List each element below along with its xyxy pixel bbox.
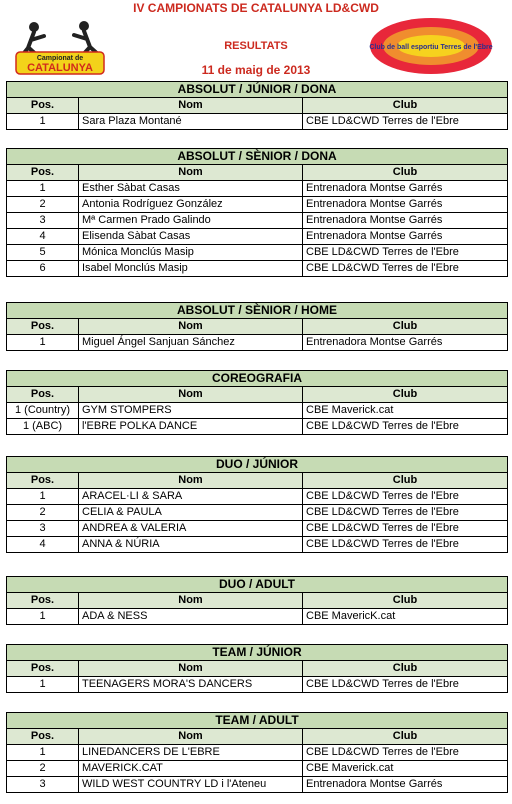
column-header-pos: Pos. — [7, 729, 79, 745]
column-header-nom: Nom — [79, 729, 303, 745]
name-cell: TEENAGERS MORA'S DANCERS — [79, 677, 303, 693]
results-section — [6, 712, 507, 793]
club-cell: Entrenadora Montse Garrés — [303, 777, 508, 793]
name-cell: l'EBRE POLKA DANCE — [79, 419, 303, 435]
table-row — [7, 229, 508, 245]
document-title: IV CAMPIONATS DE CATALUNYA LD&CWD — [133, 1, 379, 15]
section-title: ABSOLUT / SÈNIOR / DONA — [7, 149, 508, 165]
name-cell: Elisenda Sàbat Casas — [79, 229, 303, 245]
name-cell: LINEDANCERS DE L'EBRE — [79, 745, 303, 761]
name-cell: ADA & NESS — [79, 609, 303, 625]
results-table — [6, 148, 508, 277]
name-cell: ANDREA & VALERIA — [79, 521, 303, 537]
section-title: TEAM / JÚNIOR — [7, 645, 508, 661]
column-header-pos: Pos. — [7, 319, 79, 335]
column-header-pos: Pos. — [7, 165, 79, 181]
table-row — [7, 677, 508, 693]
section-title-row — [7, 713, 508, 729]
document-date: 11 de maig de 2013 — [201, 63, 311, 77]
column-header-nom: Nom — [79, 473, 303, 489]
club-cell: CBE LD&CWD Terres de l'Ebre — [303, 419, 508, 435]
column-header-club: Club — [303, 593, 508, 609]
page-header — [0, 0, 512, 80]
position-cell: 1 — [7, 114, 79, 130]
position-cell: 6 — [7, 261, 79, 277]
name-cell: ANNA & NÚRIA — [79, 537, 303, 553]
column-header-nom: Nom — [79, 319, 303, 335]
section-title: ABSOLUT / JÚNIOR / DONA — [7, 82, 508, 98]
section-title-row — [7, 645, 508, 661]
results-table — [6, 302, 508, 351]
column-header-nom: Nom — [79, 387, 303, 403]
position-cell: 4 — [7, 537, 79, 553]
position-cell: 4 — [7, 229, 79, 245]
table-row — [7, 777, 508, 793]
column-header-row — [7, 473, 508, 489]
results-table — [6, 576, 508, 625]
name-cell: Sara Plaza Montané — [79, 114, 303, 130]
position-cell: 2 — [7, 197, 79, 213]
section-title-row — [7, 371, 508, 387]
table-row — [7, 335, 508, 351]
table-row — [7, 537, 508, 553]
position-cell: 1 — [7, 489, 79, 505]
column-header-club: Club — [303, 165, 508, 181]
club-cell: CBE LD&CWD Terres de l'Ebre — [303, 114, 508, 130]
results-section — [6, 370, 507, 435]
logo-left-line-1: Campionat de — [36, 55, 84, 62]
position-cell: 1 (Country) — [7, 403, 79, 419]
column-header-pos: Pos. — [7, 473, 79, 489]
results-section — [6, 576, 507, 625]
results-section — [6, 148, 507, 277]
name-cell: Miguel Ángel Sanjuan Sánchez — [79, 335, 303, 351]
position-cell: 1 — [7, 335, 79, 351]
name-cell: Mª Carmen Prado Galindo — [79, 213, 303, 229]
column-header-club: Club — [303, 387, 508, 403]
position-cell: 1 — [7, 745, 79, 761]
club-cell: CBE MavericK.cat — [303, 609, 508, 625]
logo-left-line-2: CATALUNYA — [27, 62, 93, 74]
column-header-club: Club — [303, 473, 508, 489]
name-cell: MAVERICK.CAT — [79, 761, 303, 777]
section-title-row — [7, 149, 508, 165]
name-cell: GYM STOMPERS — [79, 403, 303, 419]
column-header-row — [7, 319, 508, 335]
club-cell: CBE LD&CWD Terres de l'Ebre — [303, 505, 508, 521]
position-cell: 3 — [7, 521, 79, 537]
position-cell: 2 — [7, 761, 79, 777]
section-title-row — [7, 82, 508, 98]
club-cell: Entrenadora Montse Garrés — [303, 229, 508, 245]
results-section — [6, 644, 507, 693]
section-title: TEAM / ADULT — [7, 713, 508, 729]
table-row — [7, 745, 508, 761]
table-row — [7, 181, 508, 197]
table-row — [7, 419, 508, 435]
club-cell: CBE LD&CWD Terres de l'Ebre — [303, 677, 508, 693]
document-subtitle: RESULTATS — [224, 40, 288, 52]
club-terres-ebre-logo — [368, 16, 494, 76]
section-title-row — [7, 577, 508, 593]
club-cell: CBE LD&CWD Terres de l'Ebre — [303, 521, 508, 537]
club-cell: CBE Maverick.cat — [303, 761, 508, 777]
table-row — [7, 213, 508, 229]
column-header-pos: Pos. — [7, 593, 79, 609]
table-row — [7, 403, 508, 419]
club-cell: Entrenadora Montse Garrés — [303, 213, 508, 229]
position-cell: 5 — [7, 245, 79, 261]
column-header-nom: Nom — [79, 165, 303, 181]
position-cell: 3 — [7, 213, 79, 229]
results-table — [6, 712, 508, 793]
column-header-row — [7, 729, 508, 745]
column-header-pos: Pos. — [7, 98, 79, 114]
name-cell: Mónica Monclús Masip — [79, 245, 303, 261]
results-table — [6, 370, 508, 435]
table-row — [7, 261, 508, 277]
column-header-nom: Nom — [79, 98, 303, 114]
name-cell: CELIA & PAULA — [79, 505, 303, 521]
position-cell: 2 — [7, 505, 79, 521]
name-cell: Antonia Rodríguez González — [79, 197, 303, 213]
section-title: DUO / JÚNIOR — [7, 457, 508, 473]
table-row — [7, 505, 508, 521]
column-header-row — [7, 165, 508, 181]
column-header-row — [7, 661, 508, 677]
column-header-row — [7, 98, 508, 114]
position-cell: 1 — [7, 609, 79, 625]
name-cell: ARACEL·LI & SARA — [79, 489, 303, 505]
section-title-row — [7, 303, 508, 319]
table-row — [7, 197, 508, 213]
position-cell: 1 (ABC) — [7, 419, 79, 435]
logo-right-text: Club de ball esportiu Terres de l'Ebre — [369, 44, 493, 51]
section-title: ABSOLUT / SÈNIOR / HOME — [7, 303, 508, 319]
table-row — [7, 114, 508, 130]
results-section — [6, 302, 507, 351]
club-cell: CBE LD&CWD Terres de l'Ebre — [303, 489, 508, 505]
section-title: COREOGRAFIA — [7, 371, 508, 387]
results-section — [6, 81, 507, 130]
table-row — [7, 489, 508, 505]
results-table — [6, 81, 508, 130]
name-cell: WILD WEST COUNTRY LD i l'Ateneu — [79, 777, 303, 793]
table-row — [7, 761, 508, 777]
name-cell: Esther Sàbat Casas — [79, 181, 303, 197]
club-cell: CBE LD&CWD Terres de l'Ebre — [303, 537, 508, 553]
table-row — [7, 609, 508, 625]
name-cell: Isabel Monclús Masip — [79, 261, 303, 277]
position-cell: 1 — [7, 677, 79, 693]
position-cell: 3 — [7, 777, 79, 793]
club-cell: CBE Maverick.cat — [303, 403, 508, 419]
column-header-club: Club — [303, 729, 508, 745]
column-header-pos: Pos. — [7, 387, 79, 403]
results-table — [6, 456, 508, 553]
club-cell: CBE LD&CWD Terres de l'Ebre — [303, 245, 508, 261]
club-cell: Entrenadora Montse Garrés — [303, 181, 508, 197]
results-section — [6, 456, 507, 553]
column-header-row — [7, 387, 508, 403]
results-table — [6, 644, 508, 693]
column-header-nom: Nom — [79, 593, 303, 609]
section-title-row — [7, 457, 508, 473]
section-title: DUO / ADULT — [7, 577, 508, 593]
club-cell: CBE LD&CWD Terres de l'Ebre — [303, 745, 508, 761]
table-row — [7, 521, 508, 537]
club-cell: Entrenadora Montse Garrés — [303, 335, 508, 351]
column-header-row — [7, 593, 508, 609]
club-cell: Entrenadora Montse Garrés — [303, 197, 508, 213]
column-header-club: Club — [303, 98, 508, 114]
column-header-club: Club — [303, 661, 508, 677]
column-header-nom: Nom — [79, 661, 303, 677]
column-header-pos: Pos. — [7, 661, 79, 677]
table-row — [7, 245, 508, 261]
column-header-club: Club — [303, 319, 508, 335]
club-cell: CBE LD&CWD Terres de l'Ebre — [303, 261, 508, 277]
position-cell: 1 — [7, 181, 79, 197]
